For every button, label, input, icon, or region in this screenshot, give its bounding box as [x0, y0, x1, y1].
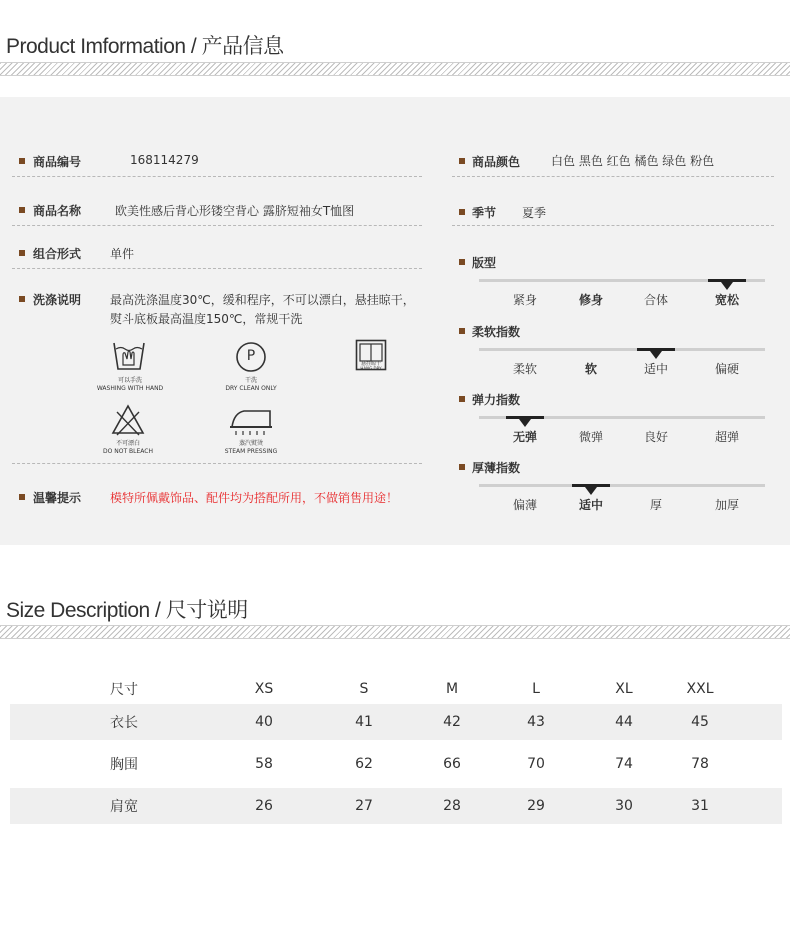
table-cell: 43	[527, 714, 545, 730]
table-cell: 70	[527, 756, 545, 772]
steam-iron-icon	[228, 407, 274, 437]
scale-option: 厚	[649, 498, 663, 512]
scale-option: 偏硬	[714, 362, 740, 376]
wash-value-line1: 最高洗涤温度30℃，缓和程序，不可以漂白，悬挂晾干，	[110, 293, 415, 307]
table-cell: 62	[355, 756, 373, 772]
season-value: 夏季	[522, 206, 547, 220]
scale-pointer-icon	[585, 487, 597, 495]
scale-label: 弹力指数	[472, 393, 521, 407]
table-cell: 66	[443, 756, 461, 772]
scale-option: 软	[584, 362, 598, 376]
scale-pointer-icon	[650, 351, 662, 359]
bullet-icon	[19, 207, 25, 213]
bullet-icon	[19, 494, 25, 500]
table-header-cell: XL	[615, 681, 633, 697]
combo-label: 组合形式	[33, 247, 82, 261]
table-header-cell: M	[445, 681, 459, 697]
color-value: 白色 黑色 红色 橘色 绿色 粉色	[551, 154, 715, 168]
table-cell: 30	[615, 798, 633, 814]
scale-track	[479, 484, 765, 487]
scale-option: 加厚	[714, 498, 740, 512]
table-cell: 27	[355, 798, 373, 814]
table-cell: 74	[615, 756, 633, 772]
scale-pointer-icon	[721, 282, 733, 290]
table-cell: 胸围	[110, 757, 138, 773]
table-cell: 40	[255, 714, 273, 730]
scale-option: 紧身	[512, 293, 538, 307]
divider	[12, 176, 422, 177]
table-cell: 肩宽	[110, 799, 138, 815]
notice-value: 模特所佩戴饰品、配件均为搭配所用，不做销售用途！	[110, 491, 399, 505]
bullet-icon	[459, 464, 465, 470]
divider	[12, 225, 422, 226]
bullet-icon	[19, 250, 25, 256]
divider	[12, 463, 422, 464]
table-cell: 42	[443, 714, 461, 730]
bullet-icon	[459, 259, 465, 265]
item-name-label: 商品名称	[33, 204, 82, 218]
table-row	[10, 704, 782, 740]
bullet-icon	[459, 396, 465, 402]
wash-label: 洗涤说明	[33, 293, 82, 307]
scale-option: 超弹	[714, 430, 740, 444]
hang-dry-icon: 悬挂晾干 HANG DRY	[355, 339, 387, 371]
combo-value: 单件	[110, 247, 135, 261]
scale-option: 合体	[643, 293, 669, 307]
season-label: 季节	[472, 206, 497, 220]
scale-label: 厚薄指数	[472, 461, 521, 475]
product-info-panel	[0, 97, 790, 545]
table-cell: 78	[691, 756, 709, 772]
notice-label: 温馨提示	[33, 491, 82, 505]
dry-clean-caption: 干洗 DRY CLEAN ONLY	[225, 377, 277, 392]
scale-option: 修身	[578, 293, 604, 307]
bullet-icon	[19, 158, 25, 164]
divider	[452, 225, 774, 226]
color-label: 商品颜色	[472, 155, 521, 169]
title-hatch-divider	[0, 625, 790, 639]
table-header-cell: S	[359, 681, 369, 697]
no-bleach-icon	[111, 404, 145, 436]
bullet-icon	[19, 296, 25, 302]
table-header-cell: XXL	[686, 681, 714, 697]
item-number-label: 商品编号	[33, 155, 82, 169]
bullet-icon	[459, 209, 465, 215]
scale-option: 无弹	[512, 430, 538, 444]
scale-pointer-icon	[519, 419, 531, 427]
table-header-cell: XS	[254, 681, 274, 697]
table-cell: 58	[255, 756, 273, 772]
no-bleach-caption: 不可漂白 DO NOT BLEACH	[103, 440, 153, 455]
item-name-value: 欧美性感后背心形镂空背心 露脐短袖女T恤图	[115, 204, 355, 218]
table-cell: 衣长	[110, 715, 138, 731]
table-header-cell: L	[532, 681, 540, 697]
scale-option: 微弹	[578, 430, 604, 444]
table-header-cell: 尺寸	[110, 682, 138, 698]
hand-wash-icon	[112, 341, 146, 371]
scale-option: 良好	[643, 430, 669, 444]
table-cell: 45	[691, 714, 709, 730]
product-info-title: Product Imformation / 产品信息	[6, 35, 284, 58]
table-row	[10, 746, 782, 782]
scale-option: 宽松	[714, 293, 740, 307]
scale-track	[479, 348, 765, 351]
scale-label: 版型	[472, 256, 497, 270]
scale-option: 适中	[578, 498, 604, 512]
table-cell: 44	[615, 714, 633, 730]
dry-clean-icon: P	[235, 341, 267, 373]
title-hatch-divider	[0, 62, 790, 76]
table-header-row	[10, 674, 782, 704]
item-number-value: 168114279	[130, 153, 199, 167]
divider	[12, 268, 422, 269]
size-description-title: Size Description / 尺寸说明	[6, 599, 248, 622]
table-cell: 26	[255, 798, 273, 814]
scale-option: 柔软	[512, 362, 538, 376]
bullet-icon	[459, 328, 465, 334]
bullet-icon	[459, 158, 465, 164]
table-cell: 29	[527, 798, 545, 814]
scale-label: 柔软指数	[472, 325, 521, 339]
wash-value-line2: 熨斗底板最高温度150℃，常规干洗	[110, 312, 303, 326]
table-cell: 28	[443, 798, 461, 814]
hand-wash-caption: 可以手洗 WASHING WITH HAND	[96, 377, 164, 392]
table-row	[10, 788, 782, 824]
table-cell: 31	[691, 798, 709, 814]
divider	[452, 176, 774, 177]
scale-option: 适中	[643, 362, 669, 376]
steam-iron-caption: 蒸汽熨烫 STEAM PRESSING	[224, 440, 278, 455]
scale-option: 偏薄	[512, 498, 538, 512]
table-cell: 41	[355, 714, 373, 730]
